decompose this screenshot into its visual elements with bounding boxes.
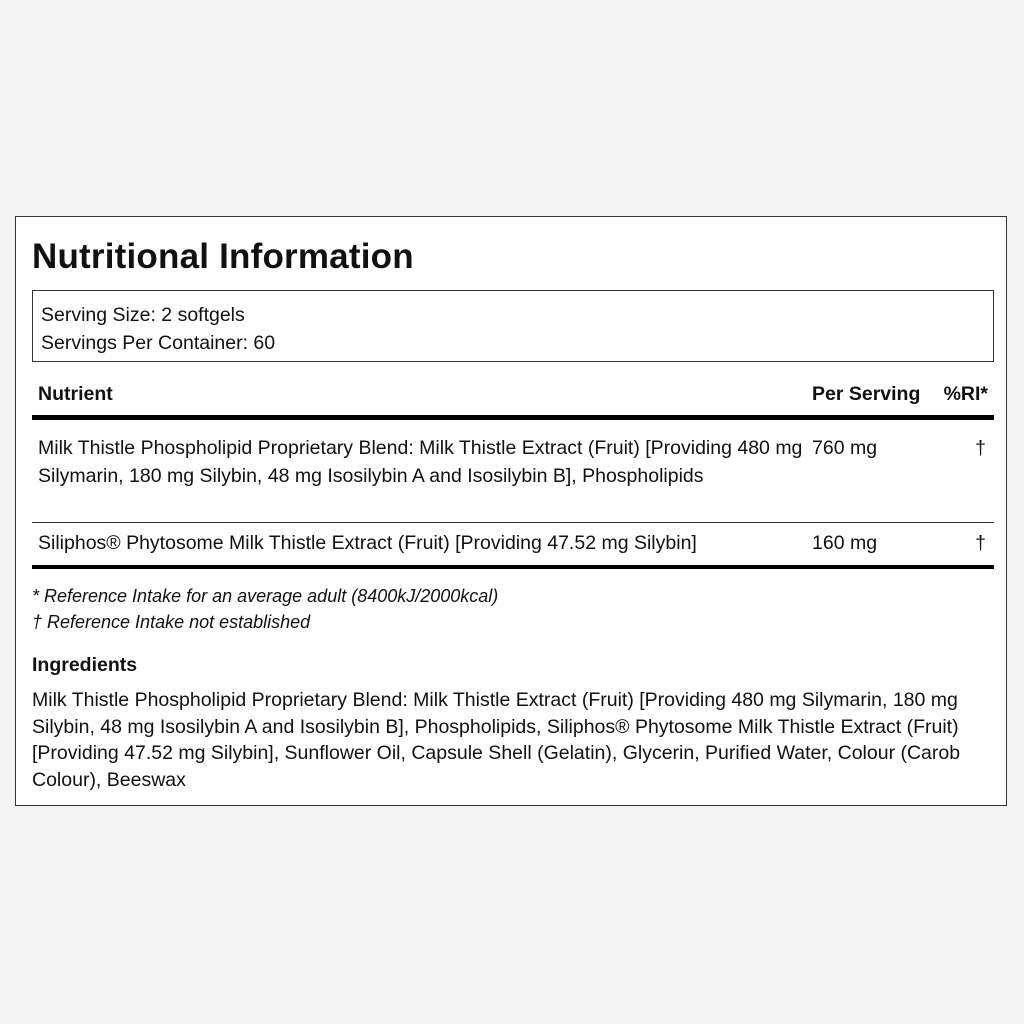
header-ri: %RI* [943, 383, 988, 405]
servings-per-container: Servings Per Container: 60 [41, 332, 276, 354]
header-per-serving: Per Serving [812, 383, 921, 405]
nutrition-panel [15, 216, 1007, 806]
nutrient-amount: 760 mg [812, 437, 878, 459]
footnotes [32, 583, 498, 635]
table-header [32, 379, 994, 420]
footnote-reference: * Reference Intake for an average adult (8400kJ/2000kcal) [32, 586, 499, 606]
header-nutrient: Nutrient [38, 383, 113, 405]
serving-info-box [32, 290, 994, 362]
nutrient-table [32, 379, 994, 569]
nutrient-name: Milk Thistle Phospholipid Proprietary Blend: Milk Thistle Extract (Fruit) [Providing 480 mg Silymarin, 180 mg Silybin, 48 mg Isosilybin A and Isosilybin B], Phospholipids [38, 437, 803, 487]
nutrient-name: Siliphos® Phytosome Milk Thistle Extract (Fruit) [Providing 47.52 mg Silybin] [38, 532, 697, 554]
nutrient-ri: † [975, 437, 986, 459]
table-row [32, 420, 994, 523]
nutrient-ri: † [975, 532, 986, 554]
serving-size: Serving Size: 2 softgels [41, 304, 245, 326]
nutrient-amount: 160 mg [812, 532, 878, 554]
footnote-not-established: † Reference Intake not established [32, 612, 311, 632]
ingredients-text: Milk Thistle Phospholipid Proprietary Blend: Milk Thistle Extract (Fruit) [Providing 480 mg Silymarin, 180 mg Silybin, 48 mg Isosilybin A and Isosilybin B], Phospholipids, Siliphos® Phytosome Milk Thistle Extract (Fruit) [Providing 47.52 mg Silybin], Sunflower Oil, Capsule Shell (Gelatin), Glycerin, Purified Water, Colour (Carob Colour), Beeswax [32, 689, 961, 791]
page-title: Nutritional Information [32, 237, 414, 276]
ingredients-heading: Ingredients [32, 654, 138, 676]
table-row [32, 523, 994, 569]
